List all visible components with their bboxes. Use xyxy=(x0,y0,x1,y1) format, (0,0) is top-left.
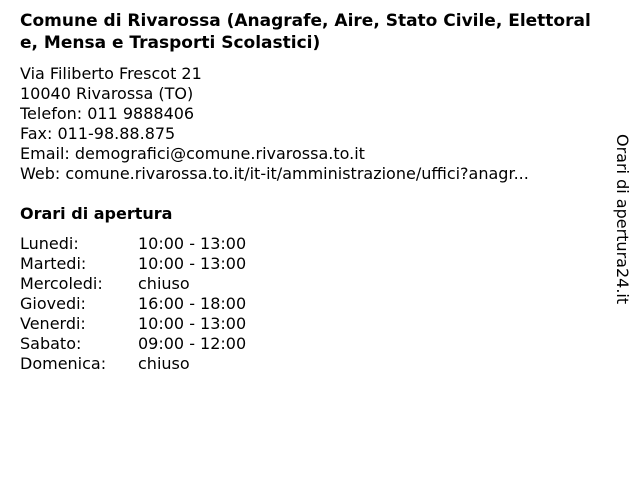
day-label: Venerdi: xyxy=(20,314,86,333)
time-value: chiuso xyxy=(138,274,190,293)
time-value: 09:00 - 12:00 xyxy=(138,334,247,353)
city-address: 10040 Rivarossa (TO) xyxy=(20,84,194,103)
day-label: Sabato: xyxy=(20,334,82,353)
address-block xyxy=(20,64,595,184)
phone-number: Telefon: 011 9888406 xyxy=(20,104,195,123)
time-value: 10:00 - 13:00 xyxy=(138,314,247,333)
time-value: chiuso xyxy=(138,354,190,373)
hours-row-tuesday xyxy=(20,254,320,274)
fax-number: Fax: 011-98.88.875 xyxy=(20,124,176,143)
opening-hours-title: Orari di apertura xyxy=(20,204,173,223)
day-label: Martedi: xyxy=(20,254,87,273)
opening-hours-table xyxy=(20,234,320,374)
time-value: 10:00 - 13:00 xyxy=(138,254,247,273)
hours-row-friday xyxy=(20,314,320,334)
time-value: 16:00 - 18:00 xyxy=(138,294,247,313)
street-address: Via Filiberto Frescot 21 xyxy=(20,64,202,83)
time-value: 10:00 - 13:00 xyxy=(138,234,247,253)
page-title: Comune di Rivarossa (Anagrafe, Aire, Stato Civile, Elettorale, Mensa e Trasporti Scolastici) xyxy=(20,11,591,53)
day-label: Domenica: xyxy=(20,354,107,373)
hours-row-saturday xyxy=(20,334,320,354)
hours-row-wednesday xyxy=(20,274,320,294)
hours-row-monday xyxy=(20,234,320,254)
site-watermark: Orari di apertura24.it xyxy=(613,134,632,305)
hours-row-thursday xyxy=(20,294,320,314)
day-label: Giovedi: xyxy=(20,294,86,313)
day-label: Mercoledi: xyxy=(20,274,103,293)
email-address: Email: demografici@comune.rivarossa.to.it xyxy=(20,144,365,163)
website-url: Web: comune.rivarossa.to.it/it-it/amministrazione/uffici?anagr... xyxy=(20,164,529,183)
day-label: Lunedi: xyxy=(20,234,79,253)
hours-row-sunday xyxy=(20,354,320,374)
